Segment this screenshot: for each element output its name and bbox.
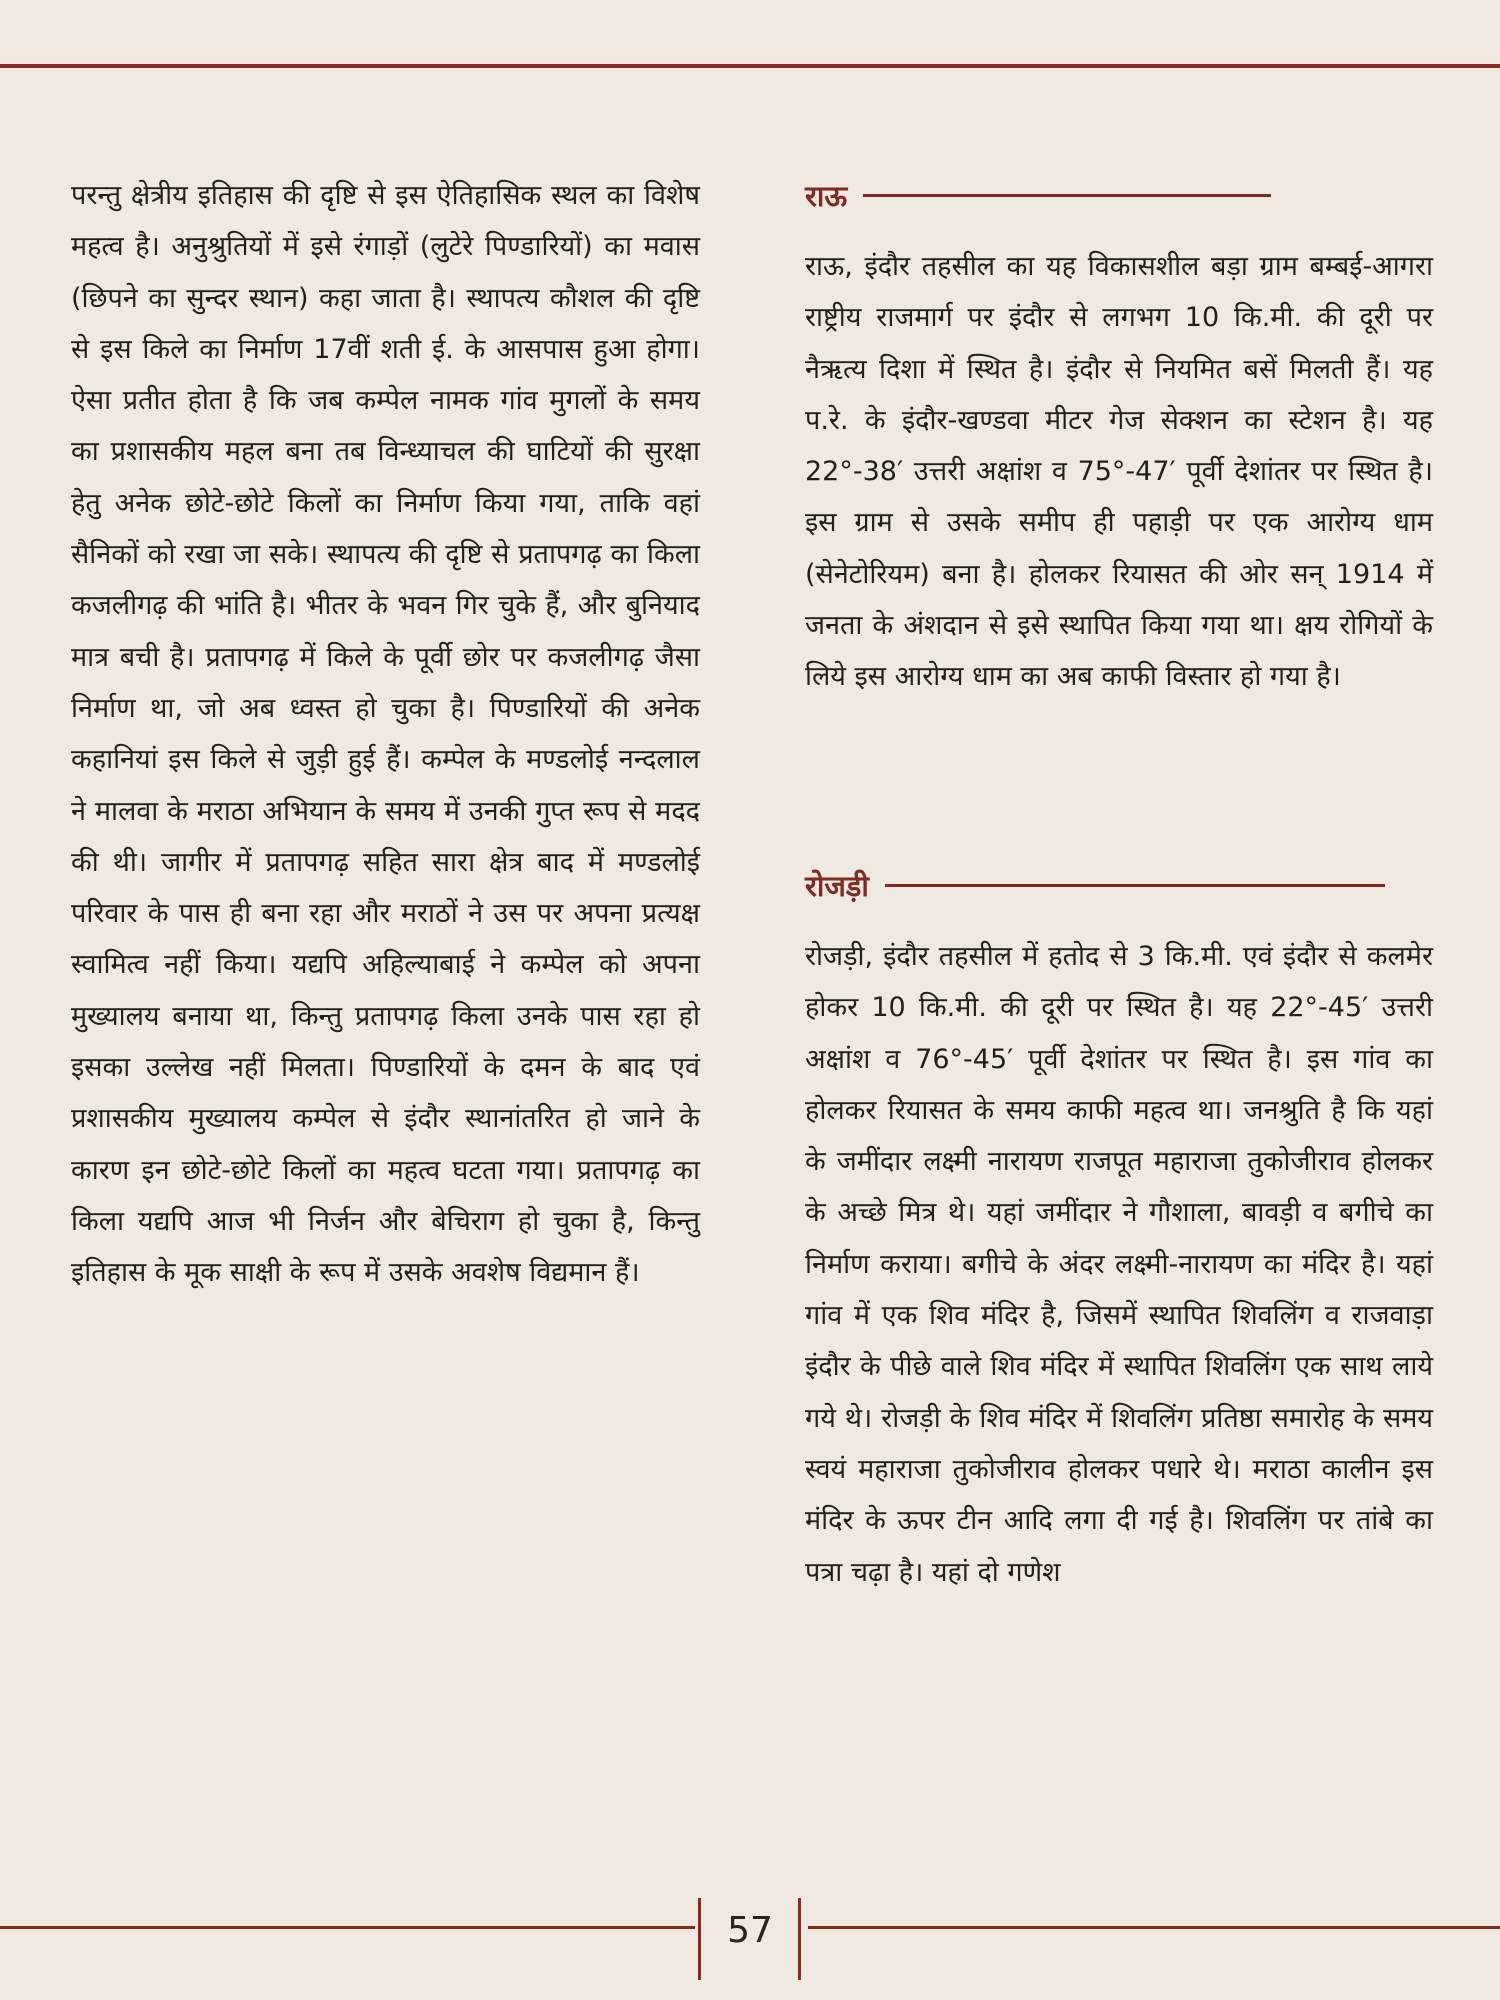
bottom-border-rule-left [0, 1926, 695, 1929]
rojadi-paragraph: रोजड़ी, इंदौर तहसील में हतोद से 3 कि.मी. एवं इंदौर से कलमेर होकर 10 कि.मी. की दूरी पर स्थित है। यह 22°-45′ उत्तरी अक्षांश व 76°-45′ पूर्वी देशांतर पर स्थित है। इस गांव का होलकर रियासत के समय काफी महत्व था। जनश्रुति है कि यहां के जमींदार लक्ष्मी नारायण राजपूत महाराजा तुकोजीराव होलकर के अच्छे मित्र थे। यहां जमींदार ने गौशाला, बावड़ी व बगीचे का निर्माण कराया। बगीचे के अंदर लक्ष्मी-नारायण का मंदिर है। यहां गांव में एक शिव मंदिर है, जिसमें स्थापित शिवलिंग व राजवाड़ा इंदौर के पीछे वाले शिव मंदिर में स्थापित शिवलिंग एक साथ लाये गये थे। रोजड़ी के शिव मंदिर में शिवलिंग प्रतिष्ठा समारोह के समय स्वयं महाराजा तुकोजीराव होलकर पधारे थे। मराठा कालीन इस मंदिर के ऊपर टीन आदि लगा दी गई है। शिवलिंग पर तांबे का पत्रा चढ़ा है। यहां दो गणेश [805, 941, 1433, 1588]
top-border-rule [0, 64, 1500, 68]
section-heading-rojadi [805, 866, 1385, 905]
rau-paragraph: राऊ, इंदौर तहसील का यह विकासशील बड़ा ग्राम बम्बई-आगरा राष्ट्रीय राजमार्ग पर इंदौर से लगभग 10 कि.मी. की दूरी पर नैऋत्य दिशा में स्थित है। इंदौर से नियमित बसें मिलती हैं। यह प.रे. के इंदौर-खण्डवा मीटर गेज सेक्शन का स्टेशन है। यह 22°-38′ उत्तरी अक्षांश व 75°-47′ पूर्वी देशांतर पर स्थित है। इस ग्राम से उसके समीप ही पहाड़ी पर एक आरोग्य धाम (सेनेटोरियम) बना है। होलकर रियासत की ओर सन् 1914 में जनता के अंशदान से इसे स्थापित किया गया था। क्षय रोगियों के लिये इस आरोग्य धाम का अब काफी विस्तार हो गया है। [805, 251, 1433, 693]
page-number: 57 [727, 1910, 773, 1951]
section-heading-rau-text: राऊ [805, 179, 848, 213]
section-heading-rojadi-text: रोजड़ी [805, 869, 869, 903]
heading-underline [885, 884, 1385, 887]
heading-underline [863, 194, 1271, 197]
section-heading-rau [805, 176, 1271, 215]
bottom-border-rule-right [808, 1926, 1500, 1929]
left-column-paragraph: परन्तु क्षेत्रीय इतिहास की दृष्टि से इस ऐतिहासिक स्थल का विशेष महत्व है। अनुश्रुतियों में इसे रंगाड़ों (लुटेरे पिण्डारियों) का मवास (छिपने का सुन्दर स्थान) कहा जाता है। स्थापत्य कौशल की दृष्टि से इस किले का निर्माण 17वीं शती ई. के आसपास हुआ होगा। ऐसा प्रतीत होता है कि जब कम्पेल नामक गांव मुगलों के समय का प्रशासकीय महल बना तब विन्ध्याचल की घाटियों की सुरक्षा हेतु अनेक छोटे-छोटे किलों का निर्माण किया गया, ताकि वहां सैनिकों को रखा जा सके। स्थापत्य की दृष्टि से प्रतापगढ़ का किला कजलीगढ़ की भांति है। भीतर के भवन गिर चुके हैं, और बुनियाद मात्र बची है। प्रतापगढ़ में किले के पूर्वी छोर पर कजलीगढ़ जैसा निर्माण था, जो अब ध्वस्त हो चुका है। पिण्डारियों की अनेक कहानियां इस किले से जुड़ी हुई हैं। कम्पेल के मण्डलोई नन्दलाल ने मालवा के मराठा अभियान के समय में उनकी गुप्त रूप से मदद की थी। जागीर में प्रतापगढ़ सहित सारा क्षेत्र बाद में मण्डलोई परिवार के पास ही बना रहा और मराठों ने उस पर अपना प्रत्यक्ष स्वामित्व नहीं किया। यद्यपि अहिल्याबाई ने कम्पेल को अपना मुख्यालय बनाया था, किन्तु प्रतापगढ़ किला उनके पास रहा हो इसका उल्लेख नहीं मिलता। पिण्डारियों के दमन के बाद एवं प्रशासकीय मुख्यालय कम्पेल से इंदौर स्थानांतरित हो जाने के कारण इन छोटे-छोटे किलों का महत्व घटता गया। प्रतापगढ़ का किला यद्यपि आज भी निर्जन और बेचिराग हो चुका है, किन्तु इतिहास के मूक साक्षी के रूप में उसके अवशेष विद्यमान हैं। [71, 180, 700, 1289]
